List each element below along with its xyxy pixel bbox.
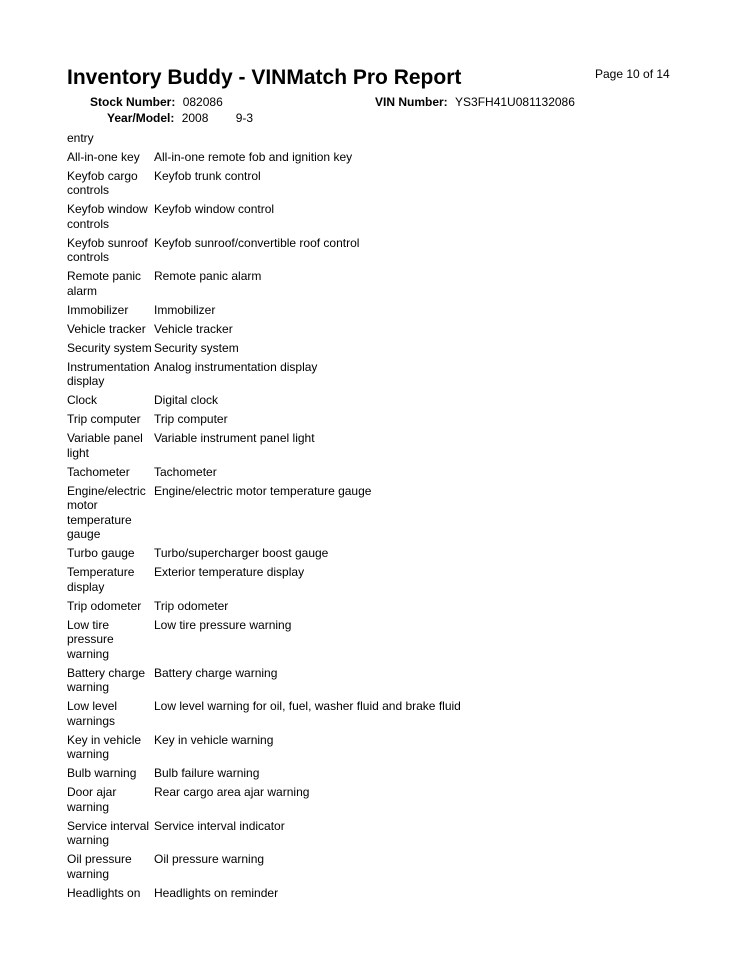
vin-number-label: VIN Number: bbox=[375, 95, 448, 109]
feature-name: Keyfob sunroof controls bbox=[67, 235, 148, 264]
feature-description: Vehicle tracker bbox=[154, 321, 233, 336]
feature-description: Engine/electric motor temperature gauge bbox=[154, 483, 372, 498]
feature-description: Key in vehicle warning bbox=[154, 732, 274, 747]
feature-name: Low level warnings bbox=[67, 699, 118, 728]
stock-number-label: Stock Number: bbox=[90, 95, 176, 109]
feature-name: Remote panic alarm bbox=[67, 269, 142, 298]
feature-name: Instrumentation display bbox=[67, 359, 150, 388]
feature-description: Tachometer bbox=[154, 464, 217, 479]
feature-name: Temperature display bbox=[67, 565, 135, 594]
feature-row bbox=[67, 465, 707, 480]
feature-name: Bulb warning bbox=[67, 766, 137, 780]
feature-description: Oil pressure warning bbox=[154, 852, 265, 866]
feature-description: Immobilizer bbox=[154, 302, 216, 317]
feature-row bbox=[67, 341, 707, 356]
feature-name: Low tire pressure warning bbox=[67, 617, 114, 661]
feature-row bbox=[67, 766, 707, 781]
feature-name: Door ajar warning bbox=[67, 785, 117, 814]
feature-description: Digital clock bbox=[154, 393, 219, 407]
feature-name: Headlights on bbox=[67, 885, 141, 900]
feature-row bbox=[67, 699, 707, 728]
feature-name: Battery charge warning bbox=[67, 665, 146, 694]
stock-number-value: 082086 bbox=[182, 95, 223, 109]
feature-row bbox=[67, 236, 707, 265]
feature-description: Headlights on reminder bbox=[154, 885, 279, 900]
vin-number bbox=[375, 95, 575, 109]
vin-number-value: YS3FH41U081132086 bbox=[455, 95, 575, 109]
feature-description: Service interval indicator bbox=[154, 818, 285, 833]
feature-row bbox=[67, 360, 707, 389]
feature-description: Battery charge warning bbox=[154, 665, 278, 680]
feature-row bbox=[67, 303, 707, 318]
feature-row bbox=[67, 565, 707, 594]
feature-description: Keyfob trunk control bbox=[154, 168, 261, 183]
feature-name: Engine/electric motor temperature gauge bbox=[67, 483, 146, 541]
feature-name: Clock bbox=[67, 393, 98, 407]
feature-name: Tachometer bbox=[67, 464, 130, 479]
year-value: 2008 bbox=[181, 111, 209, 125]
year-model bbox=[107, 111, 253, 125]
continuation-text: entry bbox=[67, 131, 94, 145]
feature-name: Keyfob cargo controls bbox=[67, 168, 138, 197]
feature-row bbox=[67, 322, 707, 337]
feature-row bbox=[67, 412, 707, 427]
feature-row bbox=[67, 852, 707, 881]
stock-number bbox=[90, 95, 223, 109]
feature-row bbox=[67, 431, 707, 460]
feature-name: Immobilizer bbox=[67, 302, 129, 317]
feature-description: Security system bbox=[154, 340, 239, 355]
feature-name: Vehicle tracker bbox=[67, 321, 146, 336]
model-value: 9-3 bbox=[235, 111, 254, 125]
feature-row bbox=[67, 393, 707, 408]
feature-name: Service interval warning bbox=[67, 818, 150, 847]
feature-row bbox=[67, 785, 707, 814]
feature-row bbox=[67, 269, 707, 298]
feature-description: Trip odometer bbox=[154, 598, 229, 613]
feature-row bbox=[67, 886, 707, 901]
feature-row bbox=[67, 546, 707, 561]
feature-row bbox=[67, 150, 707, 165]
feature-name: Security system bbox=[67, 340, 152, 355]
feature-name: All-in-one key bbox=[67, 149, 140, 164]
feature-name: Oil pressure warning bbox=[67, 852, 132, 881]
feature-name: Keyfob window controls bbox=[67, 202, 148, 231]
feature-description: Variable instrument panel light bbox=[154, 431, 315, 445]
page-number: Page 10 of 14 bbox=[595, 67, 670, 81]
feature-row bbox=[67, 484, 707, 542]
feature-description: Keyfob window control bbox=[154, 202, 275, 216]
feature-row bbox=[67, 169, 707, 198]
feature-description: Analog instrumentation display bbox=[154, 359, 318, 374]
feature-row bbox=[67, 666, 707, 695]
report-title: Inventory Buddy - VINMatch Pro Report bbox=[67, 66, 462, 89]
feature-description: All-in-one remote fob and ignition key bbox=[154, 149, 353, 164]
feature-description: Bulb failure warning bbox=[154, 766, 260, 780]
feature-name: Turbo gauge bbox=[67, 546, 135, 560]
year-model-label: Year/Model: bbox=[107, 111, 175, 125]
feature-name: Trip odometer bbox=[67, 598, 142, 613]
feature-row bbox=[67, 202, 707, 231]
feature-description: Low level warning for oil, fuel, washer fluid and brake fluid bbox=[154, 699, 461, 713]
feature-name: Key in vehicle warning bbox=[67, 732, 142, 761]
feature-description: Keyfob sunroof/convertible roof control bbox=[154, 235, 360, 250]
feature-list bbox=[67, 131, 707, 905]
feature-description: Rear cargo area ajar warning bbox=[154, 785, 310, 799]
feature-description: Low tire pressure warning bbox=[154, 617, 292, 632]
feature-description: Exterior temperature display bbox=[154, 565, 305, 579]
feature-description: Remote panic alarm bbox=[154, 269, 262, 283]
feature-name: Trip computer bbox=[67, 412, 141, 426]
feature-row bbox=[67, 819, 707, 848]
feature-description: Turbo/supercharger boost gauge bbox=[154, 546, 329, 560]
feature-row bbox=[67, 599, 707, 614]
feature-row bbox=[67, 733, 707, 762]
feature-name: Variable panel light bbox=[67, 431, 143, 460]
feature-description: Trip computer bbox=[154, 412, 228, 426]
feature-row bbox=[67, 618, 707, 662]
